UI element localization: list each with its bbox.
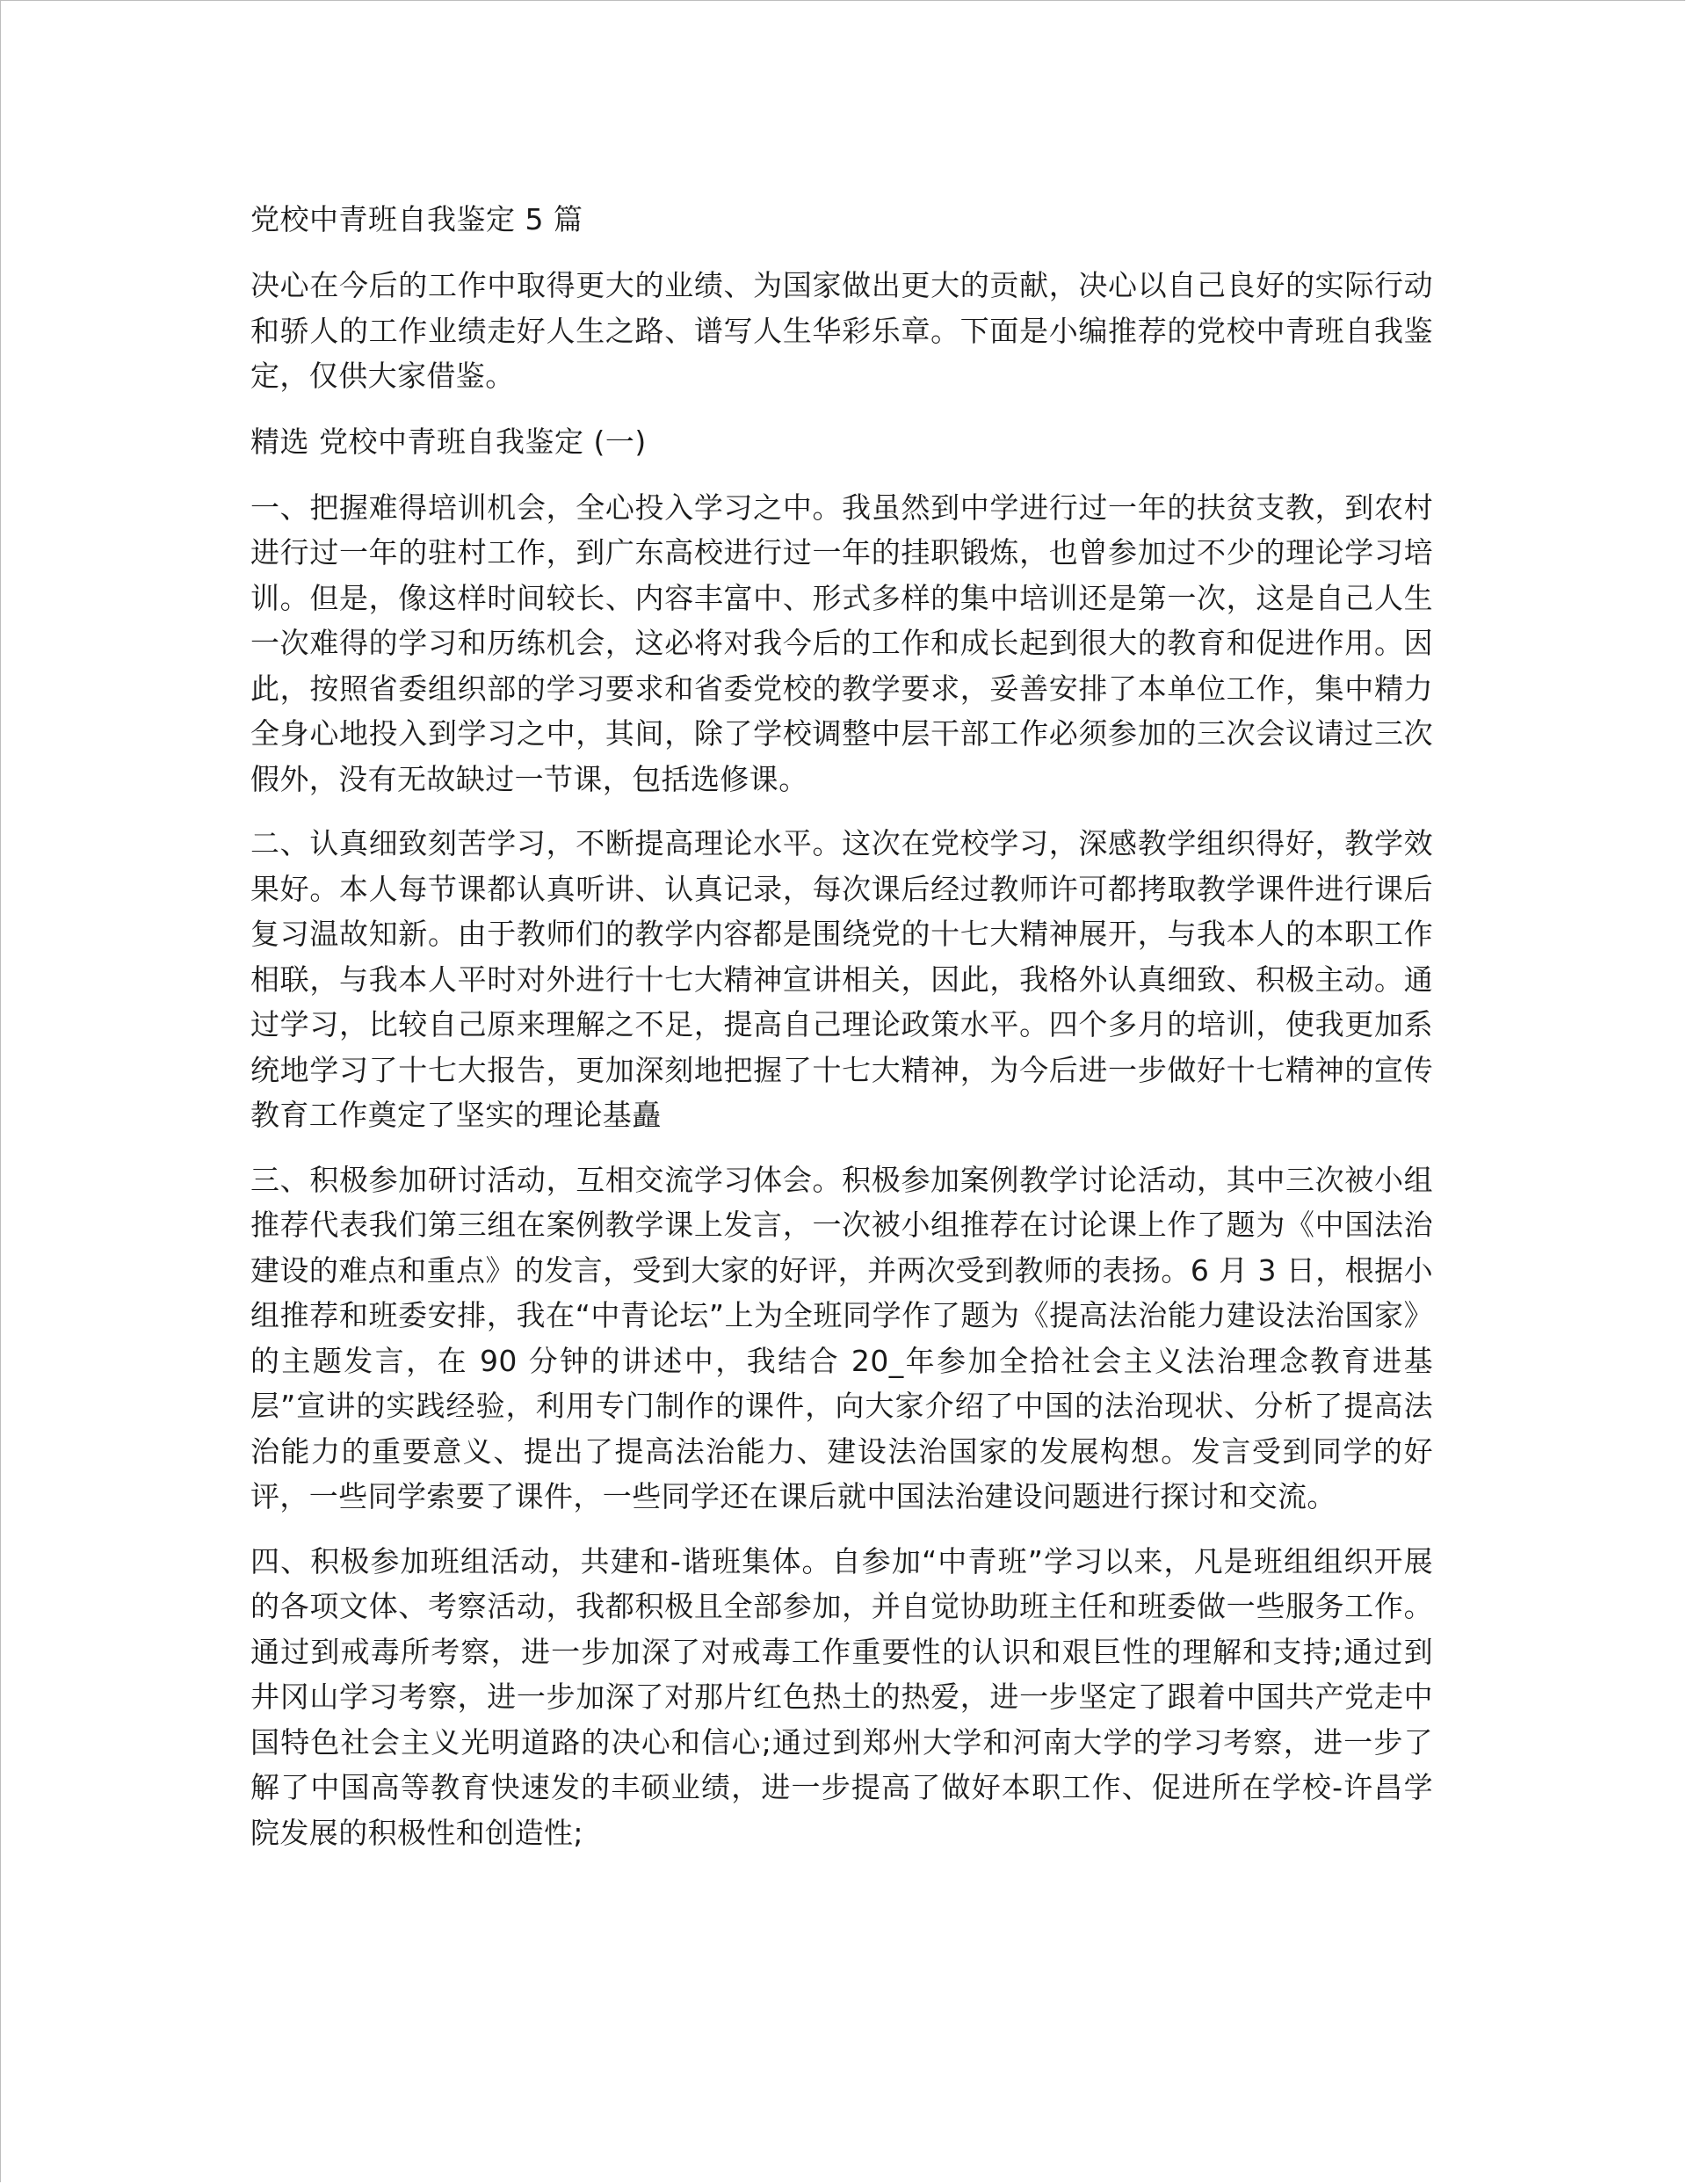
document-title: 党校中青班自我鉴定 5 篇 <box>250 202 583 236</box>
document-body <box>250 196 1433 1875</box>
paragraph-2: 二、认真细致刻苦学习，不断提高理论水平。这次在党校学习，深感教学组织得好，教学效果好。本人每节课都认真听讲、认真记录，每次课后经过教师许可都拷取教学课件进行课后复习温故知新。由于教师们的教学内容都是围绕党的十七大精神展开，与我本人的本职工作相联，与我本人平时对外进行十七大精神宣讲相关，因此，我格外认真细致、积极主动。通过学习，比较自己原来理解之不足，提高自己理论政策水平。四个多月的培训，使我更加系统地学习了十七大报告，更加深刻地把握了十七大精神，为今后进一步做好十七精神的宣传教育工作奠定了坚实的理论基矗 <box>250 826 1433 1132</box>
section-heading: 精选 党校中青班自我鉴定 (一) <box>250 424 647 459</box>
intro-paragraph: 决心在今后的工作中取得更大的业绩、为国家做出更大的贡献，决心以自己良好的实际行动和骄人的工作业绩走好人生之路、谱写人生华彩乐章。下面是小编推荐的党校中青班自我鉴定，仅供大家借鉴。 <box>250 268 1433 393</box>
paragraph-1: 一、把握难得培训机会，全心投入学习之中。我虽然到中学进行过一年的扶贫支教，到农村进行过一年的驻村工作，到广东高校进行过一年的挂职锻炼，也曾参加过不少的理论学习培训。但是，像这样时间较长、内容丰富中、形式多样的集中培训还是第一次，这是自己人生一次难得的学习和历练机会，这必将对我今后的工作和成长起到很大的教育和促进作用。因此，按照省委组织部的学习要求和省委党校的教学要求，妥善安排了本单位工作，集中精力全身心地投入到学习之中，其间，除了学校调整中层干部工作必须参加的三次会议请过三次假外，没有无故缺过一节课，包括选修课。 <box>250 490 1433 796</box>
paragraph-3: 三、积极参加研讨活动，互相交流学习体会。积极参加案例教学讨论活动，其中三次被小组推荐代表我们第三组在案例教学课上发言，一次被小组推荐在讨论课上作了题为《中国法治建设的难点和重点》的发言，受到大家的好评，并两次受到教师的表扬。6 月 3 日，根据小组推荐和班委安排，我在“中青论坛”上为全班同学作了题为《提高法治能力建设法治国家》的主题发言，在 90 分钟的讲述中，我结合 20_年参加全拾社会主义法治理念教育进基层”宣讲的实践经验，利用专门制作的课件，向大家介绍了中国的法治现状、分析了提高法治能力的重要意义、提出了提高法治能力、建设法治国家的发展构想。发言受到同学的好评，一些同学索要了课件，一些同学还在课后就中国法治建设问题进行探讨和交流。 <box>250 1162 1433 1513</box>
paragraph-4: 四、积极参加班组活动，共建和-谐班集体。自参加“中青班”学习以来，凡是班组组织开展的各项文体、考察活动，我都积极且全部参加，并自觉协助班主任和班委做一些服务工作。通过到戒毒所考察，进一步加深了对戒毒工作重要性的认识和艰巨性的理解和支持;通过到井冈山学习考察，进一步加深了对那片红色热土的热爱，进一步坚定了跟着中国共产党走中国特色社会主义光明道路的决心和信心;通过到郑州大学和河南大学的学习考察，进一步了解了中国高等教育快速发的丰硕业绩，进一步提高了做好本职工作、促进所在学校-许昌学院发展的积极性和创造性; <box>250 1543 1433 1850</box>
